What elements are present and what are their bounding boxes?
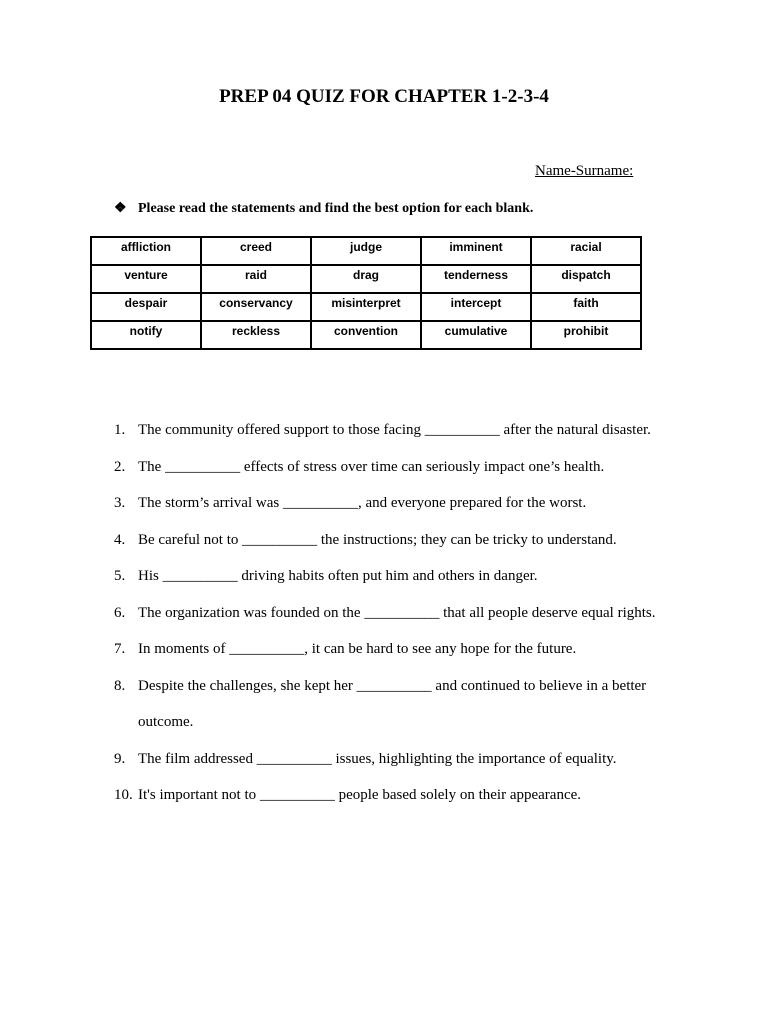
question-text: The __________ effects of stress over time can seriously impact one’s health.	[138, 458, 605, 475]
word-bank-row	[91, 293, 641, 321]
question-number: 8.	[114, 677, 126, 694]
word-cell: intercept	[421, 293, 531, 321]
question-item	[114, 668, 684, 741]
word-cell: cumulative	[421, 321, 531, 349]
question-text: The organization was founded on the __________ that all people deserve equal rights.	[138, 604, 656, 621]
question-item	[114, 777, 684, 814]
question-text: The community offered support to those facing __________ after the natural disaster.	[138, 422, 651, 438]
question-item	[114, 485, 684, 522]
word-bank-row	[91, 321, 641, 349]
question-item	[114, 449, 684, 486]
question-item	[114, 522, 684, 559]
question-text: Be careful not to __________ the instructions; they can be tricky to understand.	[138, 531, 617, 548]
word-cell: notify	[91, 321, 201, 349]
word-cell: judge	[311, 237, 421, 265]
word-cell: tenderness	[421, 265, 531, 293]
instruction-text: Please read the statements and find the best option for each blank.	[138, 200, 534, 216]
question-item	[114, 631, 684, 668]
word-cell: despair	[91, 293, 201, 321]
question-number: 10.	[114, 787, 133, 803]
word-cell: venture	[91, 265, 201, 293]
question-number: 4.	[114, 531, 126, 548]
question-item	[114, 558, 684, 595]
word-cell: drag	[311, 265, 421, 293]
diamond-bullet-icon: ❖	[114, 201, 127, 216]
instruction	[114, 200, 533, 217]
word-cell: affliction	[91, 237, 201, 265]
word-bank-row	[91, 265, 641, 293]
question-number: 1.	[114, 422, 126, 438]
question-text: In moments of __________, it can be hard to see any hope for the future.	[138, 641, 577, 657]
word-cell: reckless	[201, 321, 311, 349]
word-cell: convention	[311, 321, 421, 349]
question-list	[114, 412, 684, 814]
question-number: 9.	[114, 750, 126, 767]
word-bank-table	[90, 236, 642, 350]
word-cell: misinterpret	[311, 293, 421, 321]
word-cell: racial	[531, 237, 641, 265]
question-item	[114, 412, 684, 449]
question-number: 5.	[114, 568, 126, 584]
word-cell: creed	[201, 237, 311, 265]
question-text: His __________ driving habits often put him and others in danger.	[138, 568, 538, 584]
word-bank-row	[91, 237, 641, 265]
word-cell: imminent	[421, 237, 531, 265]
question-item	[114, 741, 684, 778]
question-number: 2.	[114, 458, 126, 475]
word-cell: conservancy	[201, 293, 311, 321]
question-text: Despite the challenges, she kept her __________ and continued to believe in a better outcome.	[138, 677, 647, 730]
question-item	[114, 595, 684, 632]
question-text: The film addressed __________ issues, highlighting the importance of equality.	[138, 750, 617, 767]
question-number: 7.	[114, 641, 126, 657]
question-number: 3.	[114, 495, 126, 511]
word-cell: faith	[531, 293, 641, 321]
name-surname-label: Name-Surname:	[535, 163, 634, 179]
question-text: The storm’s arrival was __________, and everyone prepared for the worst.	[138, 495, 587, 511]
word-cell: dispatch	[531, 265, 641, 293]
word-cell: prohibit	[531, 321, 641, 349]
word-cell: raid	[201, 265, 311, 293]
page-title: PREP 04 QUIZ FOR CHAPTER 1-2-3-4	[219, 86, 549, 107]
question-number: 6.	[114, 604, 126, 621]
question-text: It's important not to __________ people based solely on their appearance.	[138, 787, 582, 803]
